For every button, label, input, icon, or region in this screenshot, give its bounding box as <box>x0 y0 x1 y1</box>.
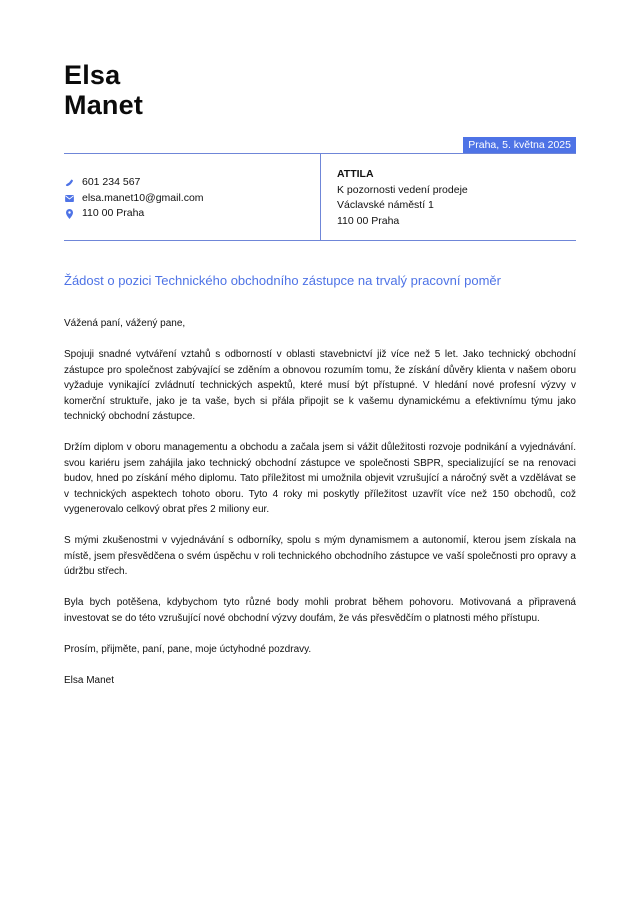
letter-subject: Žádost o pozici Technického obchodního zástupce na trvalý pracovní poměr <box>64 273 501 288</box>
contact-email: elsa.manet10@gmail.com <box>64 191 204 207</box>
sender-first-name: Elsa <box>64 60 121 90</box>
column-divider <box>320 153 321 240</box>
paragraph: Držím diplom v oboru managementu a obchodu a začala jsem si vážit důležitosti rozvoje podnikání a vyjednávání. svou kariéru jsem zahájila jako technický obchodní zástupce ve společnosti SBPR, specializující se na renovaci budov, hned po získání mého diplomu. Tato příležitost mi umožnila objevit vzrušující a náročný svět a vzdělávat se v technických aspektech tohoto oboru. Tyto 4 roky mi poskytly příležitost uzavřít více než 150 obchodů, což vygenerovalo celkový obrat přes 2 miliony eur. <box>64 442 576 515</box>
salutation: Vážená paní, vážený pane, <box>64 318 186 329</box>
closing: Prosím, přijměte, paní, pane, moje úctyhodné pozdravy. <box>64 643 312 655</box>
paragraph: Byla bych potěšena, kdybychom tyto různé body mohli probrat během pohovoru. Motivovaná a připravená investovat se do této vzrušující nové obchodní výzvy doufám, že vás přesvědčím o platnosti mého přístupu. <box>64 597 576 624</box>
paragraph: Spojuji snadné vytváření vztahů s odborností v oblasti stavebnictví již více než 5 let. Jako technický obchodní zástupce pro společnost zabývající se zděním a obnovou rozumím tomu, že získání důvěry klienta v našem oboru vyžaduje vynikající zvládnutí technických aspektů, které musí být přístupné. V hledání nové profesní výzvy v komerční struktuře, jako je ta vaše, bych si přála připojit se k vašemu dynamickému a efektivnímu týmu jako technický obchodní zástupce. <box>64 349 576 422</box>
contact-address: 110 00 Praha <box>64 206 204 222</box>
sender-contact <box>64 175 204 222</box>
envelope-icon <box>64 193 74 203</box>
map-pin-icon <box>64 209 74 219</box>
phone-icon <box>64 178 74 188</box>
sender-name <box>64 60 143 120</box>
recipient-street: Václavské náměstí 1 <box>337 199 434 211</box>
contact-phone: 601 234 567 <box>64 175 204 191</box>
recipient-city: 110 00 Praha <box>337 214 400 227</box>
letter-body <box>64 316 576 704</box>
bottom-divider <box>64 240 576 241</box>
sender-last-name: Manet <box>64 90 144 120</box>
date-badge: Praha, 5. května 2025 <box>463 137 576 154</box>
recipient-block <box>337 167 468 229</box>
signature: Elsa Manet <box>64 674 115 686</box>
recipient-company: ATTILA <box>337 168 374 180</box>
paragraph: S mými zkušenostmi v vyjednávání s odborníky, spolu s mým dynamismem a autonomií, kterou jsem získala na místě, jsem přesvědčena o svém úspěchu v roli technického obchodního zástupce ve vaší společnosti pro opravy a údržbu střech. <box>64 535 576 577</box>
recipient-attention: K pozornosti vedení prodeje <box>337 183 468 196</box>
